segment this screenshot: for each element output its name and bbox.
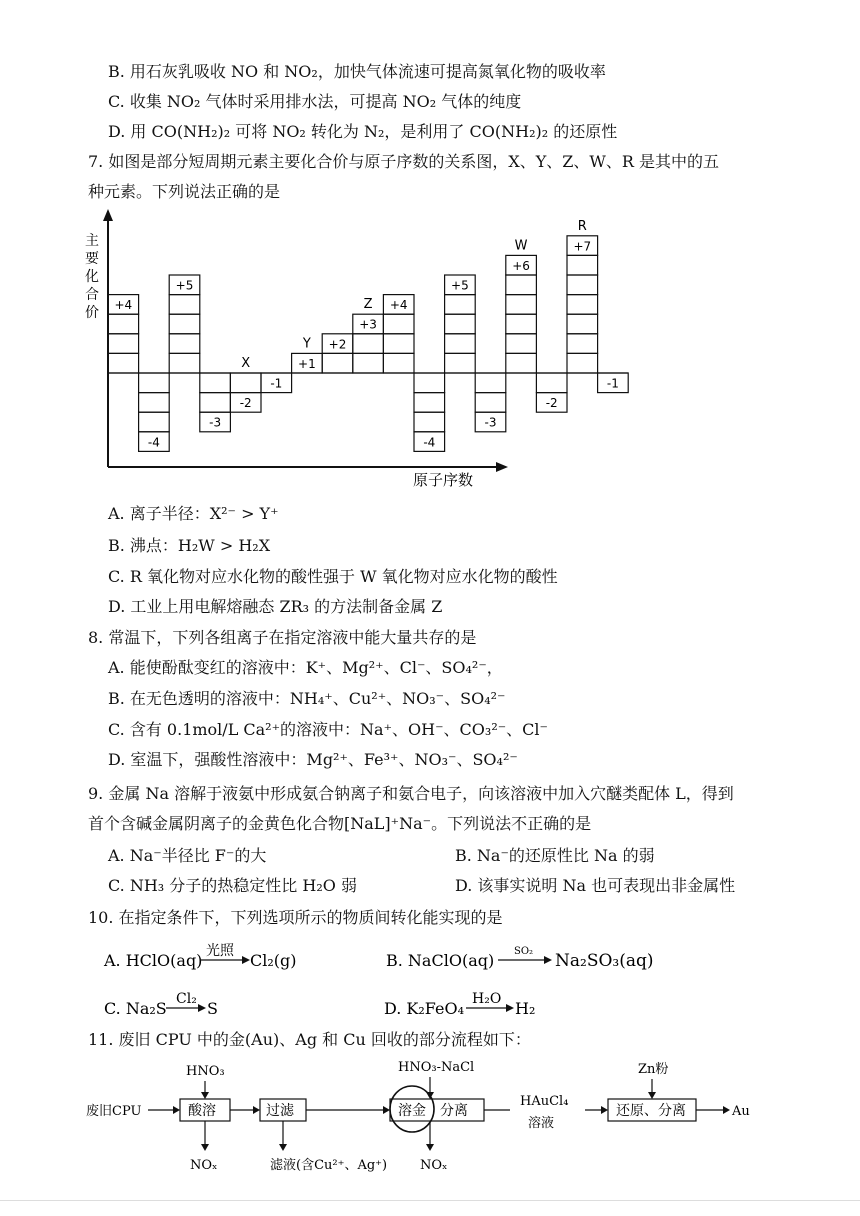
- grid-cell: [200, 373, 231, 393]
- q7-stem-line1: 7. 如图是部分短周期元素主要化合价与原子序数的关系图，X、Y、Z、W、R 是其中的五: [88, 152, 720, 171]
- q10-a-condition: 光照: [206, 943, 234, 959]
- q7-option-a: A. 离子半径：X²⁻ > Y⁺: [108, 504, 279, 523]
- valence-value-label: -3: [484, 415, 497, 430]
- grid-cell: [414, 393, 445, 413]
- grid-cell: [108, 353, 139, 373]
- recovery-flowchart: [80, 1055, 780, 1185]
- grid-cell: [169, 353, 200, 373]
- element-label: Y: [302, 336, 311, 352]
- valence-value-label: +4: [389, 298, 408, 313]
- x-axis-label: 原子序数: [413, 471, 474, 489]
- q9-option-a: A. Na⁻半径比 F⁻的大: [108, 846, 267, 865]
- y-axis-arrow: [103, 209, 113, 221]
- flow-in4: Zn粉: [638, 1062, 669, 1077]
- valence-value-label: -4: [147, 435, 160, 450]
- q6-option-d: D. 用 CO(NH₂)₂ 可将 NO₂ 转化为 N₂，是利用了 CO(NH₂)₂ 的还原性: [108, 122, 618, 141]
- valence-column: [353, 297, 384, 373]
- valence-value-label: +6: [512, 258, 530, 273]
- flow-out1: NOₓ: [190, 1158, 218, 1173]
- grid-cell: [200, 393, 231, 413]
- grid-cell: [169, 314, 200, 334]
- valence-value-label: +2: [328, 337, 347, 352]
- grid-cell: [322, 353, 353, 373]
- q7-option-c: C. R 氧化物对应水化物的酸性强于 W 氧化物对应水化物的酸性: [108, 567, 558, 586]
- grid-cell: [169, 295, 200, 315]
- valence-value-label: -4: [423, 435, 436, 450]
- flow-box3a-label: 溶金: [398, 1103, 426, 1119]
- grid-cell: [230, 373, 261, 393]
- valence-column: [292, 336, 323, 373]
- element-label: Z: [363, 297, 373, 313]
- valence-column: [414, 373, 445, 451]
- q9-stem-line2: 首个含碱金属阴离子的金黄色化合物[NaL]⁺Na⁻。下列说法不正确的是: [88, 814, 592, 833]
- grid-cell: [445, 314, 476, 334]
- q10-c-product: S: [207, 999, 218, 1018]
- grid-cell: [567, 255, 598, 275]
- q10-a-reactant: A. HClO(aq): [104, 951, 203, 970]
- q11-stem: 11. 废旧 CPU 中的金(Au)、Ag 和 Cu 回收的部分流程如下：: [88, 1030, 531, 1049]
- q10-stem: 10. 在指定条件下，下列选项所示的物质间转化能实现的是: [88, 908, 503, 927]
- grid-cell: [383, 334, 414, 354]
- valence-column: [475, 373, 506, 432]
- flow-box3b-label: 分离: [440, 1103, 468, 1119]
- valence-value-label: -2: [239, 396, 252, 411]
- grid-cell: [353, 353, 384, 373]
- y-axis-label-char: 要: [85, 251, 99, 267]
- q9-stem-line1: 9. 金属 Na 溶解于液氨中形成氨合钠离子和氨合电子，向该溶液中加入穴醚类配体 L，得到: [88, 784, 734, 803]
- flow-box4-label: 还原、分离: [616, 1103, 686, 1119]
- grid-cell: [506, 295, 537, 315]
- grid-cell: [108, 314, 139, 334]
- chart-cells: [108, 219, 628, 452]
- valence-column: [445, 275, 476, 373]
- valence-value-label: -1: [606, 376, 619, 391]
- q8-stem: 8. 常温下，下列各组离子在指定溶液中能大量共存的是: [88, 628, 477, 647]
- valence-column: [322, 334, 353, 373]
- q10-b-product: Na₂SO₃(aq): [555, 951, 654, 971]
- q8-option-c: C. 含有 0.1mol/L Ca²⁺的溶液中：Na⁺、OH⁻、CO₃²⁻、Cl⁻: [108, 720, 548, 739]
- q10-d-product: H₂: [515, 999, 536, 1018]
- valence-column: [139, 373, 170, 451]
- flow-start: 废旧CPU: [86, 1104, 142, 1119]
- grid-cell: [139, 393, 170, 413]
- grid-cell: [383, 314, 414, 334]
- valence-column: [200, 373, 231, 432]
- q8-option-a: A. 能使酚酞变红的溶液中：K⁺、Mg²⁺、Cl⁻、SO₄²⁻，: [108, 658, 503, 677]
- q10-b-condition: SO₂: [514, 946, 534, 957]
- grid-cell: [567, 295, 598, 315]
- q10-b-reactant: B. NaClO(aq): [386, 951, 495, 970]
- valence-column: [598, 373, 629, 393]
- grid-cell: [536, 373, 567, 393]
- flow-in3: HNO₃-NaCl: [398, 1060, 475, 1075]
- valence-column: [261, 373, 292, 393]
- q7-stem-line2: 种元素。下列说法正确的是: [88, 182, 281, 201]
- grid-cell: [475, 373, 506, 393]
- grid-cell: [506, 275, 537, 295]
- page-bottom-rule: [0, 1200, 860, 1201]
- y-axis-label-char: 价: [85, 305, 99, 321]
- q9-option-d: D. 该事实说明 Na 也可表现出非金属性: [455, 876, 736, 895]
- element-label: R: [577, 218, 587, 234]
- grid-cell: [506, 334, 537, 354]
- q10-d-reactant: D. K₂FeO₄: [384, 999, 465, 1018]
- element-label: W: [514, 238, 528, 254]
- flow-end: Au: [732, 1104, 750, 1119]
- q6-option-c: C. 收集 NO₂ 气体时采用排水法，可提高 NO₂ 气体的纯度: [108, 92, 522, 111]
- q10-d-condition: H₂O: [472, 991, 502, 1007]
- flow-box1-label: 酸溶: [188, 1103, 216, 1119]
- y-axis-label-char: 化: [85, 269, 99, 285]
- valence-value-label: +4: [114, 298, 133, 313]
- grid-cell: [567, 353, 598, 373]
- grid-cell: [139, 373, 170, 393]
- grid-cell: [353, 334, 384, 354]
- valence-column: [230, 356, 261, 412]
- grid-cell: [506, 314, 537, 334]
- q10-c-condition: Cl₂: [176, 991, 197, 1007]
- grid-cell: [414, 412, 445, 432]
- grid-cell: [445, 334, 476, 354]
- y-axis-label-char: 合: [85, 287, 99, 303]
- x-axis-arrow: [496, 462, 508, 472]
- valence-value-label: +7: [573, 239, 592, 254]
- valence-column: [108, 295, 139, 373]
- q10-a-product: Cl₂(g): [250, 951, 297, 970]
- grid-cell: [475, 393, 506, 413]
- grid-cell: [567, 275, 598, 295]
- grid-cell: [567, 314, 598, 334]
- grid-cell: [169, 334, 200, 354]
- grid-cell: [567, 334, 598, 354]
- q7-option-d: D. 工业上用电解熔融态 ZR₃ 的方法制备金属 Z: [108, 597, 443, 616]
- grid-cell: [383, 353, 414, 373]
- flow-out3: NOₓ: [420, 1158, 448, 1173]
- valence-value-label: +1: [298, 356, 316, 371]
- valence-value-label: -2: [545, 396, 558, 411]
- q6-option-b: B. 用石灰乳吸收 NO 和 NO₂，加快气体流速可提高氮氧化物的吸收率: [108, 62, 606, 81]
- q10-c-reactant: C. Na₂S: [104, 999, 167, 1018]
- valence-value-label: -3: [209, 415, 222, 430]
- flow-in1: HNO₃: [186, 1064, 225, 1079]
- flow-out2: 滤液(含Cu²⁺、Ag⁺): [270, 1158, 388, 1173]
- valence-value-label: -1: [270, 376, 283, 391]
- valence-column: [536, 373, 567, 412]
- valence-column: [506, 238, 537, 373]
- element-label: X: [241, 356, 251, 371]
- grid-cell: [445, 353, 476, 373]
- flow-mid-solution: 溶液: [528, 1116, 555, 1131]
- grid-cell: [445, 295, 476, 315]
- flow-mid-species: HAuCl₄: [520, 1094, 569, 1109]
- y-axis-label: [85, 233, 99, 321]
- valence-value-label: +5: [451, 278, 469, 293]
- valence-value-label: +5: [175, 278, 194, 293]
- q10-options: [100, 938, 800, 1028]
- grid-cell: [139, 412, 170, 432]
- valence-column: [169, 275, 200, 373]
- q8-option-b: B. 在无色透明的溶液中：NH₄⁺、Cu²⁺、NO₃⁻、SO₄²⁻: [108, 689, 506, 708]
- valence-value-label: +3: [359, 317, 377, 332]
- y-axis-label-char: 主: [85, 233, 99, 249]
- q8-option-d: D. 室温下，强酸性溶液中：Mg²⁺、Fe³⁺、NO₃⁻、SO₄²⁻: [108, 750, 518, 769]
- valence-column: [383, 295, 414, 373]
- flow-box2-label: 过滤: [266, 1103, 294, 1119]
- grid-cell: [506, 353, 537, 373]
- valence-chart: [80, 205, 619, 495]
- grid-cell: [414, 373, 445, 393]
- grid-cell: [108, 334, 139, 354]
- q9-option-c: C. NH₃ 分子的热稳定性比 H₂O 弱: [108, 876, 357, 895]
- q9-option-b: B. Na⁻的还原性比 Na 的弱: [455, 846, 655, 865]
- valence-column: [567, 219, 598, 373]
- q7-option-b: B. 沸点：H₂W > H₂X: [108, 536, 271, 555]
